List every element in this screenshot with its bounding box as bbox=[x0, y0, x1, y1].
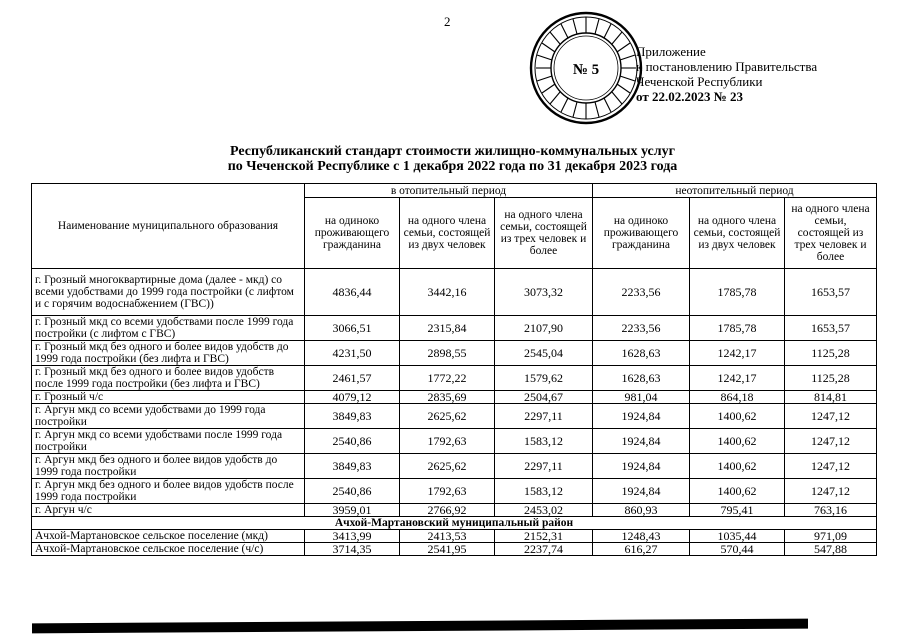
official-seal-stamp bbox=[528, 10, 644, 126]
cost-value: 1579,62 bbox=[495, 366, 593, 391]
cost-value: 2315,84 bbox=[400, 316, 495, 341]
table-row bbox=[32, 366, 877, 391]
municipality-name: г. Грозный мкд без одного и более видов удобств до 1999 года постройки (без лифта и ГВС) bbox=[32, 341, 305, 366]
approval-line: Чеченской Республики bbox=[636, 74, 763, 89]
cost-value: 2898,55 bbox=[400, 341, 495, 366]
municipality-name: Ачхой-Мартановское сельское поселение (мкд) bbox=[32, 530, 305, 543]
cost-value: 1924,84 bbox=[593, 479, 690, 504]
municipality-name: г. Аргун мкд без одного и более видов удобств после 1999 года постройки bbox=[32, 479, 305, 504]
cost-value: 2625,62 bbox=[400, 404, 495, 429]
approval-line: Приложение bbox=[636, 44, 706, 59]
stamp-number: № 5 bbox=[572, 62, 600, 78]
cost-value: 1247,12 bbox=[785, 429, 877, 454]
cost-value: 3442,16 bbox=[400, 269, 495, 316]
cost-value: 1125,28 bbox=[785, 341, 877, 366]
table-row bbox=[32, 543, 877, 556]
cost-value: 2540,86 bbox=[305, 429, 400, 454]
cost-value: 2625,62 bbox=[400, 454, 495, 479]
cost-value: 1035,44 bbox=[690, 530, 785, 543]
cost-value: 1785,78 bbox=[690, 316, 785, 341]
table-row bbox=[32, 530, 877, 543]
table-row bbox=[32, 316, 877, 341]
cost-value: 570,44 bbox=[690, 543, 785, 556]
cost-value: 1772,22 bbox=[400, 366, 495, 391]
municipality-name: г. Грозный мкд со всеми удобствами после 1999 года постройки (с лифтом с ГВС) bbox=[32, 316, 305, 341]
municipality-name: г. Аргун мкд со всеми удобствами до 1999 года постройки bbox=[32, 404, 305, 429]
approval-block bbox=[636, 44, 817, 104]
cost-value: 2233,56 bbox=[593, 269, 690, 316]
cost-value: 2545,04 bbox=[495, 341, 593, 366]
cost-value: 2107,90 bbox=[495, 316, 593, 341]
municipality-name: г. Аргун ч/с bbox=[32, 504, 305, 517]
cost-value: 1242,17 bbox=[690, 341, 785, 366]
cost-value: 2541,95 bbox=[400, 543, 495, 556]
cost-value: 547,88 bbox=[785, 543, 877, 556]
cost-value: 1400,62 bbox=[690, 479, 785, 504]
cost-value: 4231,50 bbox=[305, 341, 400, 366]
cost-value: 4079,12 bbox=[305, 391, 400, 404]
cost-value: 3959,01 bbox=[305, 504, 400, 517]
cost-value: 971,09 bbox=[785, 530, 877, 543]
column-header: на одиноко проживающего гражданина bbox=[305, 198, 400, 269]
column-header: на одного члена семьи, состоящей из двух человек bbox=[400, 198, 495, 269]
cost-value: 3849,83 bbox=[305, 404, 400, 429]
cost-value: 2766,92 bbox=[400, 504, 495, 517]
cost-value: 2237,74 bbox=[495, 543, 593, 556]
column-header-municipality: Наименование муниципального образования bbox=[32, 184, 305, 269]
district-row bbox=[32, 517, 877, 530]
cost-value: 1792,63 bbox=[400, 479, 495, 504]
cost-value: 814,81 bbox=[785, 391, 877, 404]
column-group-nonheating: неотопительный период bbox=[593, 184, 877, 198]
cost-value: 616,27 bbox=[593, 543, 690, 556]
municipality-name: г. Аргун мкд без одного и более видов удобств до 1999 года постройки bbox=[32, 454, 305, 479]
cost-standard-table bbox=[31, 183, 877, 556]
cost-value: 1924,84 bbox=[593, 404, 690, 429]
cost-value: 1583,12 bbox=[495, 479, 593, 504]
title-line: по Чеченской Республике с 1 декабря 2022 года по 31 декабря 2023 года bbox=[227, 159, 678, 174]
cost-value: 1924,84 bbox=[593, 454, 690, 479]
municipality-name: Ачхой-Мартановское сельское поселение (ч/с) bbox=[32, 543, 305, 556]
cost-value: 4836,44 bbox=[305, 269, 400, 316]
table-row bbox=[32, 454, 877, 479]
cost-value: 2540,86 bbox=[305, 479, 400, 504]
column-header: на одного члена семьи, состоящей из трех человек и более bbox=[785, 198, 877, 269]
column-group-heating: в отопительный период bbox=[305, 184, 593, 198]
cost-value: 2835,69 bbox=[400, 391, 495, 404]
cost-value: 1400,62 bbox=[690, 454, 785, 479]
district-name: Ачхой-Мартановский муниципальный район bbox=[32, 517, 877, 530]
cost-value: 1247,12 bbox=[785, 404, 877, 429]
cost-value: 1247,12 bbox=[785, 479, 877, 504]
approval-line: к постановлению Правительства bbox=[636, 59, 818, 74]
table-row bbox=[32, 391, 877, 404]
cost-value: 2233,56 bbox=[593, 316, 690, 341]
cost-value: 1242,17 bbox=[690, 366, 785, 391]
cost-value: 3849,83 bbox=[305, 454, 400, 479]
cost-value: 1924,84 bbox=[593, 429, 690, 454]
document-title bbox=[0, 144, 905, 174]
cost-value: 1400,62 bbox=[690, 404, 785, 429]
cost-value: 2461,57 bbox=[305, 366, 400, 391]
table-row bbox=[32, 404, 877, 429]
cost-value: 2504,67 bbox=[495, 391, 593, 404]
cost-value: 2413,53 bbox=[400, 530, 495, 543]
cost-value: 1247,12 bbox=[785, 454, 877, 479]
cost-value: 1248,43 bbox=[593, 530, 690, 543]
cost-value: 1785,78 bbox=[690, 269, 785, 316]
approval-date: от 22.02.2023 № 23 bbox=[636, 89, 744, 104]
column-header: на одного члена семьи, состоящей из трех человек и более bbox=[495, 198, 593, 269]
cost-value: 763,16 bbox=[785, 504, 877, 517]
table-row bbox=[32, 269, 877, 316]
cost-value: 2152,31 bbox=[495, 530, 593, 543]
cost-value: 3073,32 bbox=[495, 269, 593, 316]
cost-value: 795,41 bbox=[690, 504, 785, 517]
municipality-name: г. Грозный мкд без одного и более видов удобств после 1999 года постройки (без лифта и ГВС) bbox=[32, 366, 305, 391]
title-line: Республиканский стандарт стоимости жилищно-коммунальных услуг bbox=[230, 144, 675, 159]
municipality-name: г. Аргун мкд со всеми удобствами после 1999 года постройки bbox=[32, 429, 305, 454]
cost-value: 3714,35 bbox=[305, 543, 400, 556]
cost-value: 981,04 bbox=[593, 391, 690, 404]
column-header: на одного члена семьи, состоящей из двух человек bbox=[690, 198, 785, 269]
cost-value: 1583,12 bbox=[495, 429, 593, 454]
cost-value: 2297,11 bbox=[495, 404, 593, 429]
cost-value: 1400,62 bbox=[690, 429, 785, 454]
table-row bbox=[32, 429, 877, 454]
table-row bbox=[32, 341, 877, 366]
page-number: 2 bbox=[444, 14, 451, 29]
scan-edge-bar bbox=[32, 619, 808, 634]
cost-value: 1653,57 bbox=[785, 269, 877, 316]
cost-value: 2453,02 bbox=[495, 504, 593, 517]
cost-value: 1628,63 bbox=[593, 366, 690, 391]
cost-value: 860,93 bbox=[593, 504, 690, 517]
cost-value: 1125,28 bbox=[785, 366, 877, 391]
cost-value: 1792,63 bbox=[400, 429, 495, 454]
column-header: на одиноко проживающего гражданина bbox=[593, 198, 690, 269]
table-row bbox=[32, 479, 877, 504]
cost-value: 3413,99 bbox=[305, 530, 400, 543]
cost-value: 1628,63 bbox=[593, 341, 690, 366]
cost-value: 3066,51 bbox=[305, 316, 400, 341]
cost-value: 1653,57 bbox=[785, 316, 877, 341]
municipality-name: г. Грозный многоквартирные дома (далее - мкд) со всеми удобствами до 1999 года постройки (с лифтом и с горячим водоснабжением (ГВС)) bbox=[32, 269, 305, 316]
cost-value: 2297,11 bbox=[495, 454, 593, 479]
cost-value: 864,18 bbox=[690, 391, 785, 404]
municipality-name: г. Грозный ч/с bbox=[32, 391, 305, 404]
table-row bbox=[32, 504, 877, 517]
